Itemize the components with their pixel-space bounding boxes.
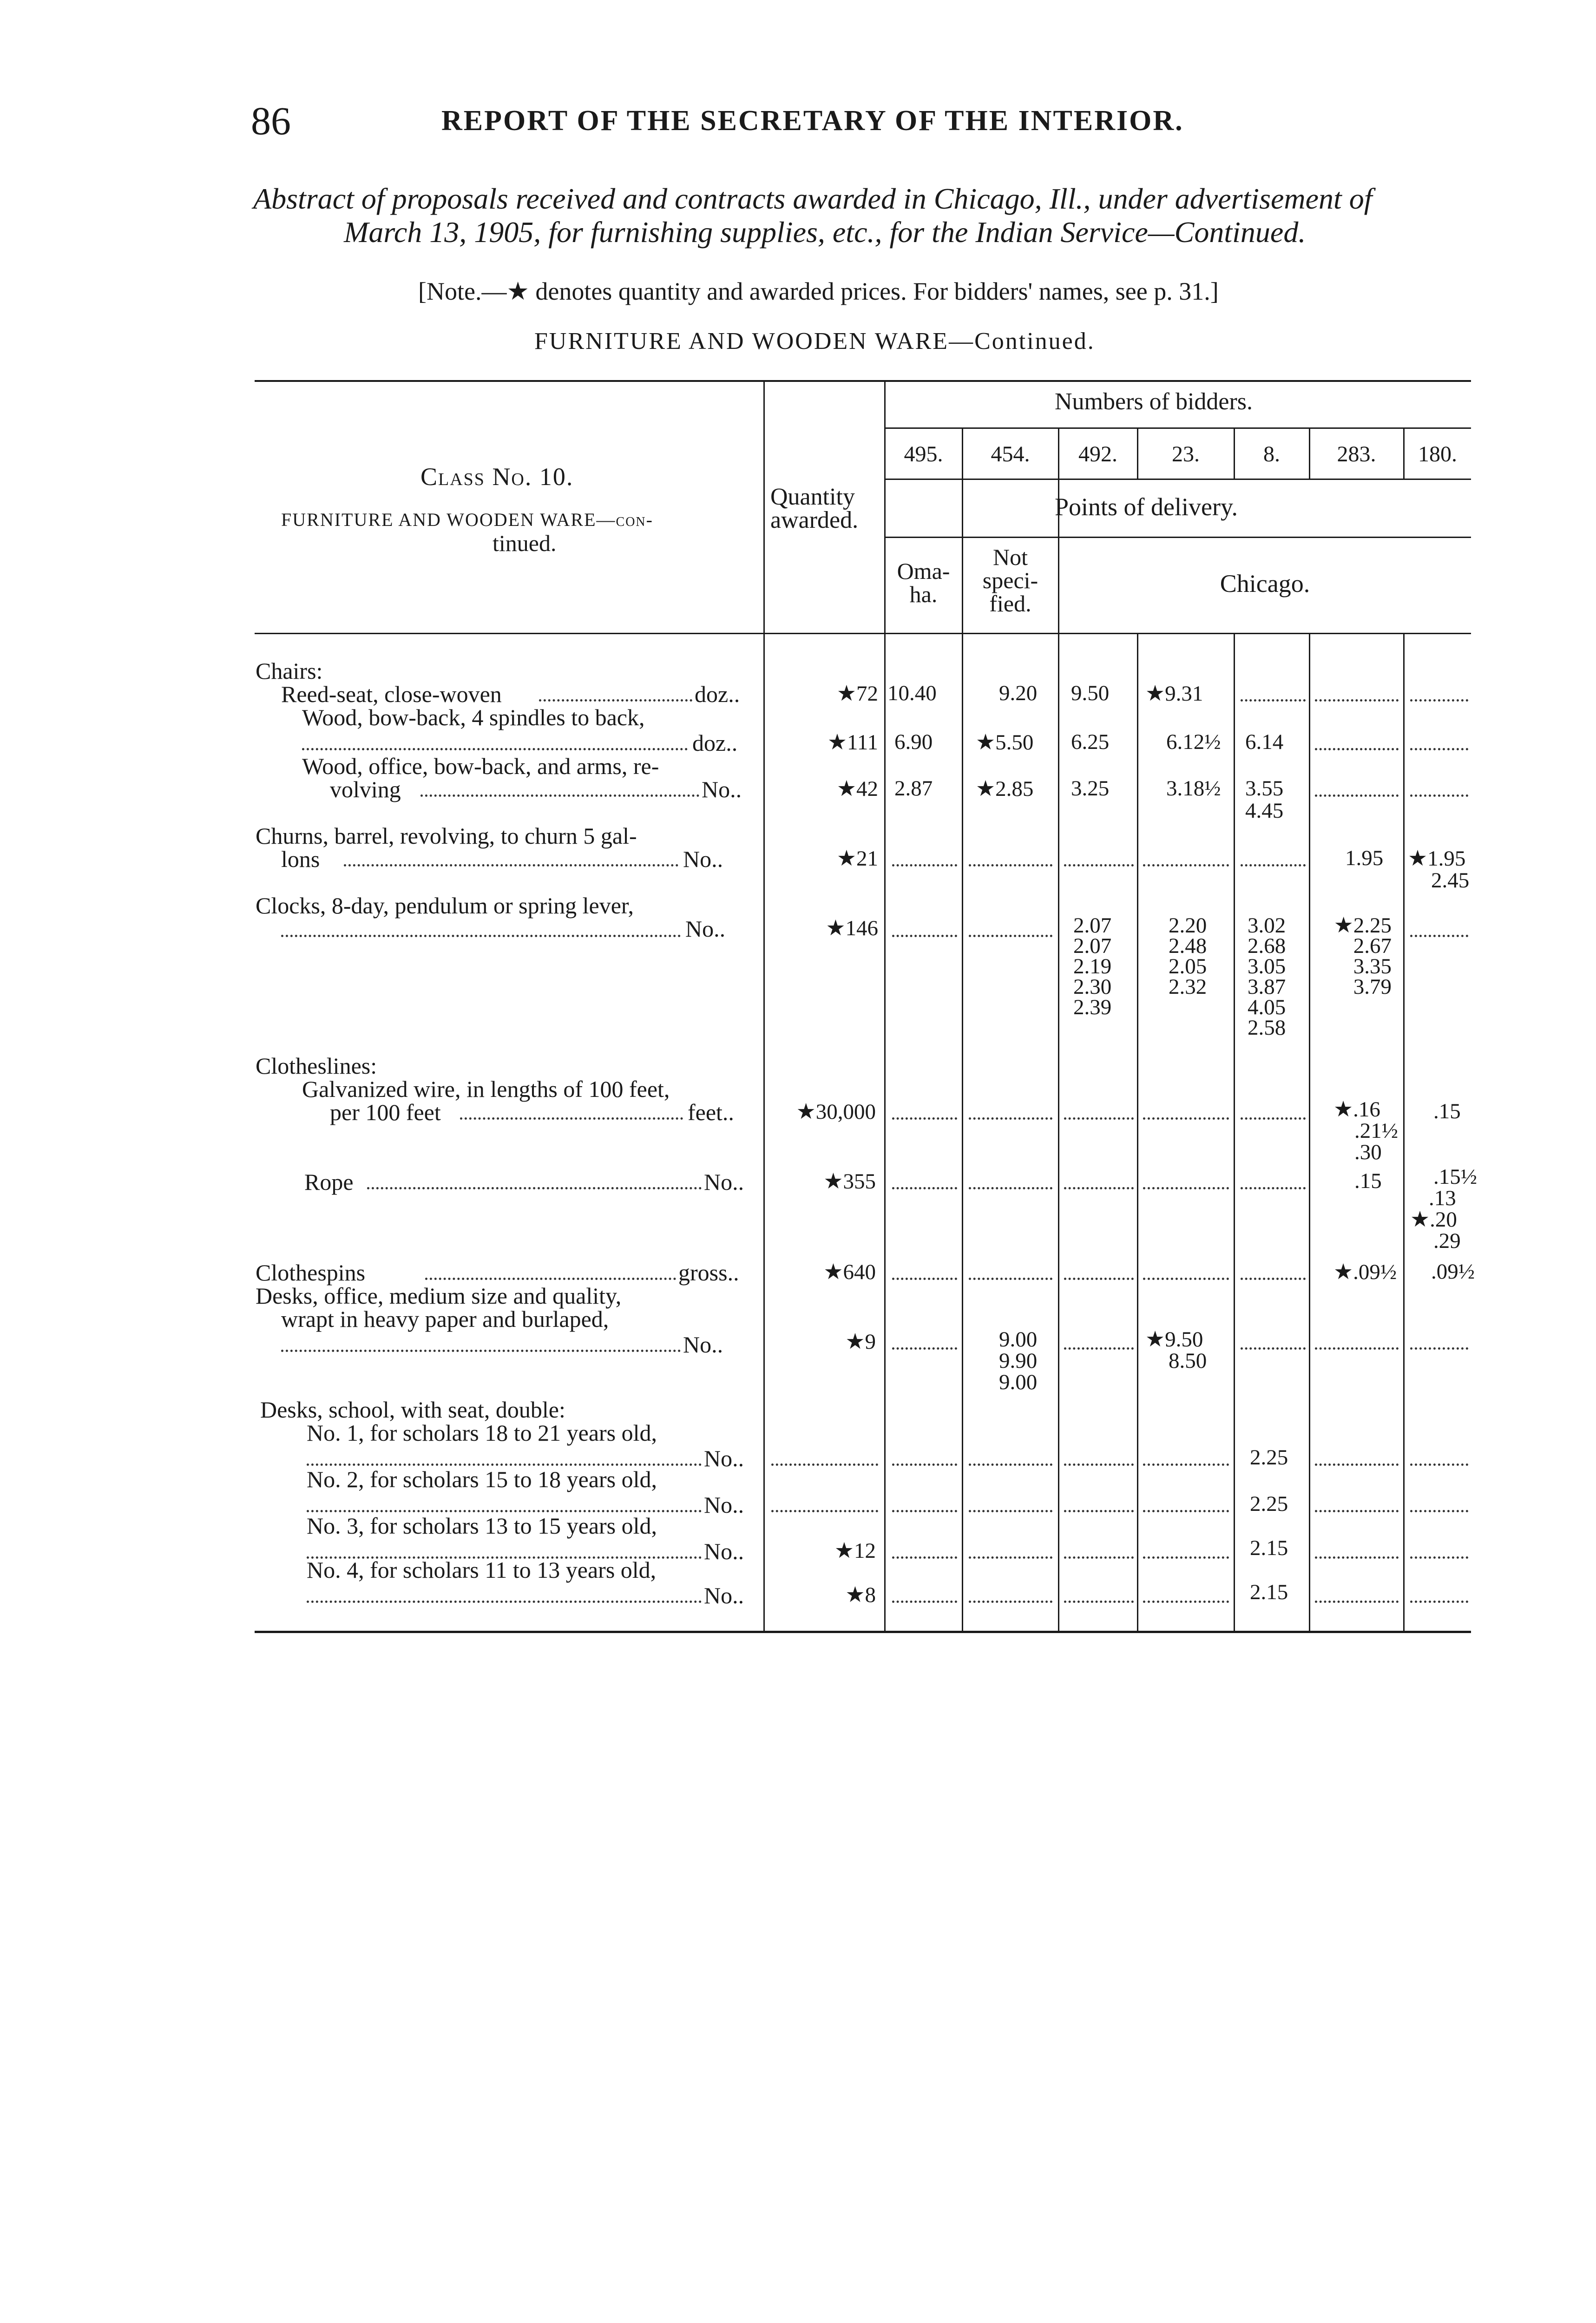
row-clotheslines-heading: Clotheslines: [256,1053,377,1079]
row-churn-180b: 2.45 [1431,868,1470,892]
row-reed-454: 9.20 [999,681,1038,705]
row-churn-unit: No.. [683,846,723,872]
cell-value: 3.87 [1248,975,1286,999]
row-clock-label: Clocks, 8-day, pendulum or spring lever, [256,892,634,919]
cell-value: 8.50 [1169,1349,1207,1373]
cell-value: 2.05 [1169,954,1207,978]
row-reed-492: 9.50 [1071,681,1110,705]
cell-value: 3.02 [1248,913,1286,938]
row-wood1-unit: doz.. [692,730,738,756]
leader-dots [969,935,1052,937]
row-s4-8: 2.15 [1250,1580,1288,1604]
leader-dots [1410,1601,1468,1603]
row-pins-283: ★.09½ [1333,1260,1397,1284]
running-title: REPORT OF THE SECRETARY OF THE INTERIOR. [441,105,1184,137]
row-wood1-8: 6.14 [1245,730,1284,754]
cell-value: ★2.25 [1333,913,1392,938]
row-wood2-492: 3.25 [1071,776,1110,801]
row-desk-label-1: Desks, office, medium size and quality, [256,1283,622,1309]
col-rule-23 [1137,634,1138,1632]
points-of-delivery: Points of delivery. [1055,493,1238,521]
cell-value: 2.68 [1248,934,1286,958]
row-s2-label: No. 2, for scholars 15 to 18 years old, [307,1466,657,1492]
cell-value: 2.20 [1169,913,1207,938]
class-sub-2: tinued. [493,530,557,556]
section-title: FURNITURE AND WOODEN WARE—Continued. [534,328,1095,354]
row-s4-quantity: ★8 [845,1583,876,1607]
leader-dots [302,748,688,750]
row-wood2-unit: No.. [702,776,742,802]
row-rope-283: .15 [1354,1169,1382,1193]
leader-dots [1143,1556,1229,1559]
delivery-chicago: Chicago. [1220,570,1310,597]
row-reed-unit: doz.. [695,681,740,707]
row-pins-label: Clothespins [256,1260,366,1286]
cell-value: 2.30 [1073,975,1112,999]
row-s3-label: No. 3, for scholars 13 to 15 years old, [307,1513,657,1539]
row-galv-quantity: ★30,000 [796,1100,876,1124]
row-clock-quantity: ★146 [826,916,878,940]
leader-dots [1410,1556,1468,1559]
leader-dots [281,935,681,937]
row-s1-label: No. 1, for scholars 18 to 21 years old, [307,1420,657,1446]
col-rule-qty [763,382,765,1632]
leader-dots [1064,1601,1134,1603]
leader-dots [1064,1187,1134,1189]
row-s2-8: 2.25 [1250,1492,1288,1516]
page-number: 86 [251,98,291,143]
row-pins-unit: gross.. [678,1260,739,1286]
leader-dots [420,794,699,797]
cell-value: 9.00 [999,1327,1038,1352]
row-s2-unit: No.. [704,1492,744,1518]
leader-dots [1315,1601,1399,1603]
leader-dots [969,1463,1052,1466]
bidder-495: 495. [904,442,943,466]
cell-value: ★9.50 [1145,1327,1203,1352]
delivery-omaha-1: Oma- [897,558,950,584]
leader-dots [969,1187,1052,1189]
row-wood2-495: 2.87 [894,776,933,801]
row-s1-unit: No.. [704,1445,744,1471]
abstract-line-1: Abstract of proposals received and contracts awarded in Chicago, Ill., under advertisement of [253,182,1373,215]
cell-value: 9.00 [999,1370,1038,1394]
leader-dots [1410,1463,1468,1466]
leader-dots [1143,1601,1229,1603]
leader-dots [460,1117,683,1120]
leader-dots [969,1117,1052,1120]
row-wood2-quantity: ★42 [836,777,878,801]
col-rule-180 [1403,634,1405,1632]
delivery-not-specified-3: fied. [989,591,1031,617]
leader-dots [771,1463,878,1466]
leader-dots [892,1510,957,1512]
leader-dots [1315,1510,1399,1512]
row-desk-454 [999,1329,1037,1393]
leader-dots [539,699,692,702]
leader-dots [367,1187,702,1189]
row-reed-23: ★9.31 [1145,682,1203,706]
class-label: Class No. 10. [420,463,574,491]
row-desk-label-2: wrapt in heavy paper and burlaped, [281,1306,609,1332]
row-rope-label: Rope [304,1169,354,1195]
table-head-rule [255,633,1471,634]
cell-value: 4.05 [1248,995,1286,1019]
table-top-rule [255,380,1471,382]
row-desk-unit: No.. [683,1332,723,1358]
row-churn-label-1: Churns, barrel, revolving, to churn 5 gal- [256,823,637,849]
leader-dots [1241,1187,1306,1189]
leader-dots [1064,1556,1134,1559]
row-wood1-quantity: ★111 [827,730,878,755]
leader-dots [892,1278,957,1280]
leader-dots [969,1556,1052,1559]
cell-value: .13 [1429,1186,1456,1210]
leader-dots [1315,1463,1399,1466]
cell-value: ★.16 [1333,1097,1380,1122]
leader-dots [1410,699,1468,702]
cell-value: 3.35 [1353,954,1392,978]
leader-dots [425,1278,676,1280]
cell-value: 2.48 [1169,934,1207,958]
numbers-of-bidders: Numbers of bidders. [1055,388,1253,415]
leader-dots [1143,1510,1229,1512]
leader-dots [1143,1187,1229,1189]
leader-dots [1143,864,1229,866]
row-desk-quantity: ★9 [845,1330,876,1354]
delivery-rule [885,537,1471,538]
note: [Note.—★ denotes quantity and awarded prices. For bidders' names, see p. 31.] [418,277,1219,305]
delivery-not-specified-1: Not [993,544,1028,570]
row-reed-quantity: ★72 [836,682,878,706]
row-churn-180a: ★1.95 [1408,847,1466,871]
cell-value: .21½ [1354,1119,1398,1143]
delivery-not-specified-2: speci- [982,567,1038,593]
leader-dots [892,1601,957,1603]
row-clock-unit: No.. [685,916,726,942]
leader-dots [1410,748,1468,750]
leader-dots [892,1117,957,1120]
row-rope-quantity: ★355 [823,1169,876,1194]
row-s3-quantity: ★12 [834,1539,876,1563]
leader-dots [771,1510,878,1512]
leader-dots [892,1463,957,1466]
row-galv-label-2: per 100 feet [330,1099,441,1125]
leader-dots [1143,1463,1229,1466]
row-s1-8: 2.25 [1250,1445,1288,1470]
cell-value: 2.32 [1169,975,1207,999]
bidder-454: 454. [991,442,1030,466]
row-s4-unit: No.. [704,1582,744,1608]
bidder-180: 180. [1418,442,1457,466]
class-sub-1: FURNITURE AND WOODEN WARE—con- [281,509,653,530]
delivery-omaha-2: ha. [909,581,938,607]
row-galv-180: .15 [1433,1099,1461,1123]
leader-dots [1064,1278,1134,1280]
row-s3-8: 2.15 [1250,1536,1288,1560]
leader-dots [969,864,1052,866]
row-clock-492 [1073,915,1111,1017]
leader-dots [1064,1510,1134,1512]
cell-value: .15½ [1433,1165,1477,1189]
cell-value: 2.39 [1073,995,1112,1019]
row-churn-quantity: ★21 [836,847,878,871]
col-rule-8 [1234,634,1235,1632]
row-reed-label: Reed-seat, close-woven [281,681,502,707]
row-galv-label-1: Galvanized wire, in lengths of 100 feet, [302,1076,670,1102]
leader-dots [1241,699,1306,702]
row-wood2-label-1: Wood, office, bow-back, and arms, re- [302,753,659,779]
row-pins-180: .09½ [1431,1260,1475,1284]
cell-value: 3.05 [1248,954,1286,978]
leader-dots [892,1187,957,1189]
leader-dots [1315,1347,1399,1350]
leader-dots [969,1601,1052,1603]
cell-value: 2.58 [1248,1016,1286,1040]
row-wood1-492: 6.25 [1071,730,1110,754]
row-wood2-label-2: volving [330,776,401,802]
leader-dots [307,1601,702,1603]
row-wood1-495: 6.90 [894,730,933,754]
row-clock-8 [1248,915,1286,1038]
leader-dots [1064,1463,1134,1466]
leader-dots [344,864,678,866]
cell-value: 2.67 [1353,934,1392,958]
row-wood2-23: 3.18½ [1166,776,1221,801]
leader-dots [1315,794,1399,797]
leader-dots [1143,1117,1229,1120]
row-chairs-heading: Chairs: [256,658,323,684]
leader-dots [1241,864,1306,866]
row-s3-unit: No.. [704,1538,744,1564]
bidder-8: 8. [1263,442,1280,466]
col-rule-492 [1058,428,1059,1632]
row-clock-283 [1322,915,1392,997]
leader-dots [1315,699,1399,702]
bidders-rule [885,427,1471,429]
leader-dots [1410,935,1468,937]
leader-dots [1064,1117,1134,1120]
leader-dots [969,1510,1052,1512]
row-galv-unit: feet.. [688,1099,734,1125]
table-bottom-rule [255,1631,1471,1633]
row-rope-180 [1410,1166,1477,1252]
abstract-line-2: March 13, 1905, for furnishing supplies, etc., for the Indian Service—Continued. [344,216,1306,249]
leader-dots [1315,1556,1399,1559]
cell-value: 3.79 [1353,975,1392,999]
row-school-heading: Desks, school, with seat, double: [260,1397,565,1423]
cell-value: 9.90 [999,1349,1038,1373]
row-desk-23 [1145,1329,1207,1371]
leader-dots [1410,1347,1468,1350]
quantity-label-1: Quantity [770,484,855,510]
row-reed-495: 10.40 [887,681,937,705]
leader-dots [892,864,957,866]
leader-dots [1064,1347,1134,1350]
row-churn-label-2: lons [281,846,320,872]
bidder-23: 23. [1172,442,1200,466]
leader-dots [892,1556,957,1559]
leader-dots [1410,794,1468,797]
bidder-numbers-rule [885,479,1471,480]
row-wood1-454: ★5.50 [976,730,1034,755]
leader-dots [1241,1117,1306,1120]
row-wood2-454: ★2.85 [976,777,1034,801]
bidder-283: 283. [1337,442,1376,466]
cell-value: ★.20 [1410,1207,1457,1232]
row-wood1-label: Wood, bow-back, 4 spindles to back, [302,704,645,730]
leader-dots [892,935,957,937]
leader-dots [1241,1347,1306,1350]
leader-dots [1143,1278,1229,1280]
row-galv-283 [1333,1099,1398,1163]
row-s4-label: No. 4, for scholars 11 to 13 years old, [307,1557,657,1583]
row-rope-unit: No.. [704,1169,744,1195]
leader-dots [1410,1510,1468,1512]
bidder-492: 492. [1078,442,1117,466]
leader-dots [969,1278,1052,1280]
row-wood1-23: 6.12½ [1166,730,1221,754]
cell-value: .30 [1354,1140,1382,1164]
row-pins-quantity: ★640 [823,1260,876,1284]
row-churn-283: 1.95 [1345,846,1384,870]
row-wood2-8b: 4.45 [1245,799,1284,823]
quantity-label-2: awarded. [770,507,859,533]
leader-dots [1064,864,1134,866]
col-rule-283 [1309,634,1310,1632]
leader-dots [892,1347,957,1350]
cell-value: 2.07 [1073,934,1112,958]
leader-dots [1315,748,1399,750]
cell-value: 2.19 [1073,954,1112,978]
leader-dots [1241,1278,1306,1280]
row-clock-23 [1169,915,1207,997]
cell-value: 2.07 [1073,913,1112,938]
row-wood2-8a: 3.55 [1245,776,1284,801]
leader-dots [281,1350,681,1352]
cell-value: .29 [1433,1229,1461,1253]
